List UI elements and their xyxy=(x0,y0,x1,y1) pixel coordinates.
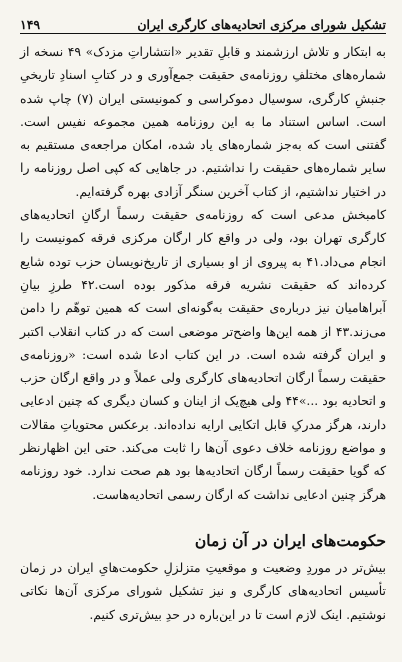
paragraph-2: کامبخش مدعی است که روزنامه‌ی حقیقت رسماً ارگانِ اتحادیه‌های کارگری تهران بود، ولی در واقع کار ارگان مرکزی فرقه کمونیست را انجام می‌داد.۴۱ به پیروی از او بسیاری از تاریخ‌نویسان حزب توده شایع کرده‌اند که حقیقت نشریه فرقه مذکور بوده است.۴۲ طرزِ بیانِ آبراهامیان نیز درباره‌ی حقیقت به‌گونه‌ای است که همین توهّم را دامن می‌زند.۴۳ از همه این‌ها واضح‌تر موضعی است که در کتاب انقلاب اکتبر و ایران گرفته شده است. در این کتاب ادعا شده است: «روزنامه‌ی حقیقت رسماً ارگان اتحادیه‌های کارگری ولی عملاً و در واقع ارگان حزب و اتحادیه بود ...»۴۴ ولی هیچ‌یک از اینان و کسان دیگری که چنین ادعایی دارند، هرگز مدرکِ قابل اتکایی ارایه نداده‌اند. برعکس محتویاتِ مقالات و مواضع روزنامه خلاف دعوی آن‌ها را ثابت می‌کند. حتی این اظهارنظر که گویا حقیقت رسماً ارگان اتحادیه‌ها بود هم صحت ندارد. خود روزنامه هرگز چنین ادعایی نداشت که ارگان رسمی اتحادیه‌هاست. xyxy=(20,207,387,502)
page-number: ۱۴۹ xyxy=(20,17,41,32)
page-body xyxy=(20,40,386,626)
running-header xyxy=(20,2,386,32)
paragraph-1: به ابتکار و تلاش ارزشمند و قابلِ تقدیر «انتشاراتِ مزدک» ۴۹ نسخه از شماره‌های مختلفِ روزنامه‌ی حقیقت جمع‌آوری و در کتابِ اسنادِ تاریخیِ جنبشِ کارگری، سوسیال دموکراسی و کمونیستی ایران (۷) چاپ شده است. اساس استناد ما به این روزنامه همین مجموعه نفیس است. گفتنی است که به‌جز شماره‌های یاد شده، امکان مراجعه‌ی مستقیم به سایر شماره‌های حقیقت را نداشتیم. در جاهایی که کپی اصل روزنامه را در اختیار نداشتیم، از کتاب آخرین سنگر آزادی بهره گرفته‌ایم. xyxy=(20,44,387,199)
running-title: تشکیل شورای مرکزی اتحادیه‌های کارگری ایران xyxy=(137,17,386,32)
section-paragraph: بیش‌تر در موردِ وضعیت و موقعیتِ متزلزلِ حکومت‌هایِ ایران در زمان تأسیس اتحادیه‌های کارگری و نیز تشکیل شورای مرکزی آن‌ها نکاتی نوشتیم. اینک لازم است تا در این‌باره در حدِ بیش‌تری کنیم. xyxy=(20,559,386,622)
section-heading: حکومت‌های ایران در آن زمان xyxy=(194,530,386,550)
header-divider xyxy=(20,33,386,34)
